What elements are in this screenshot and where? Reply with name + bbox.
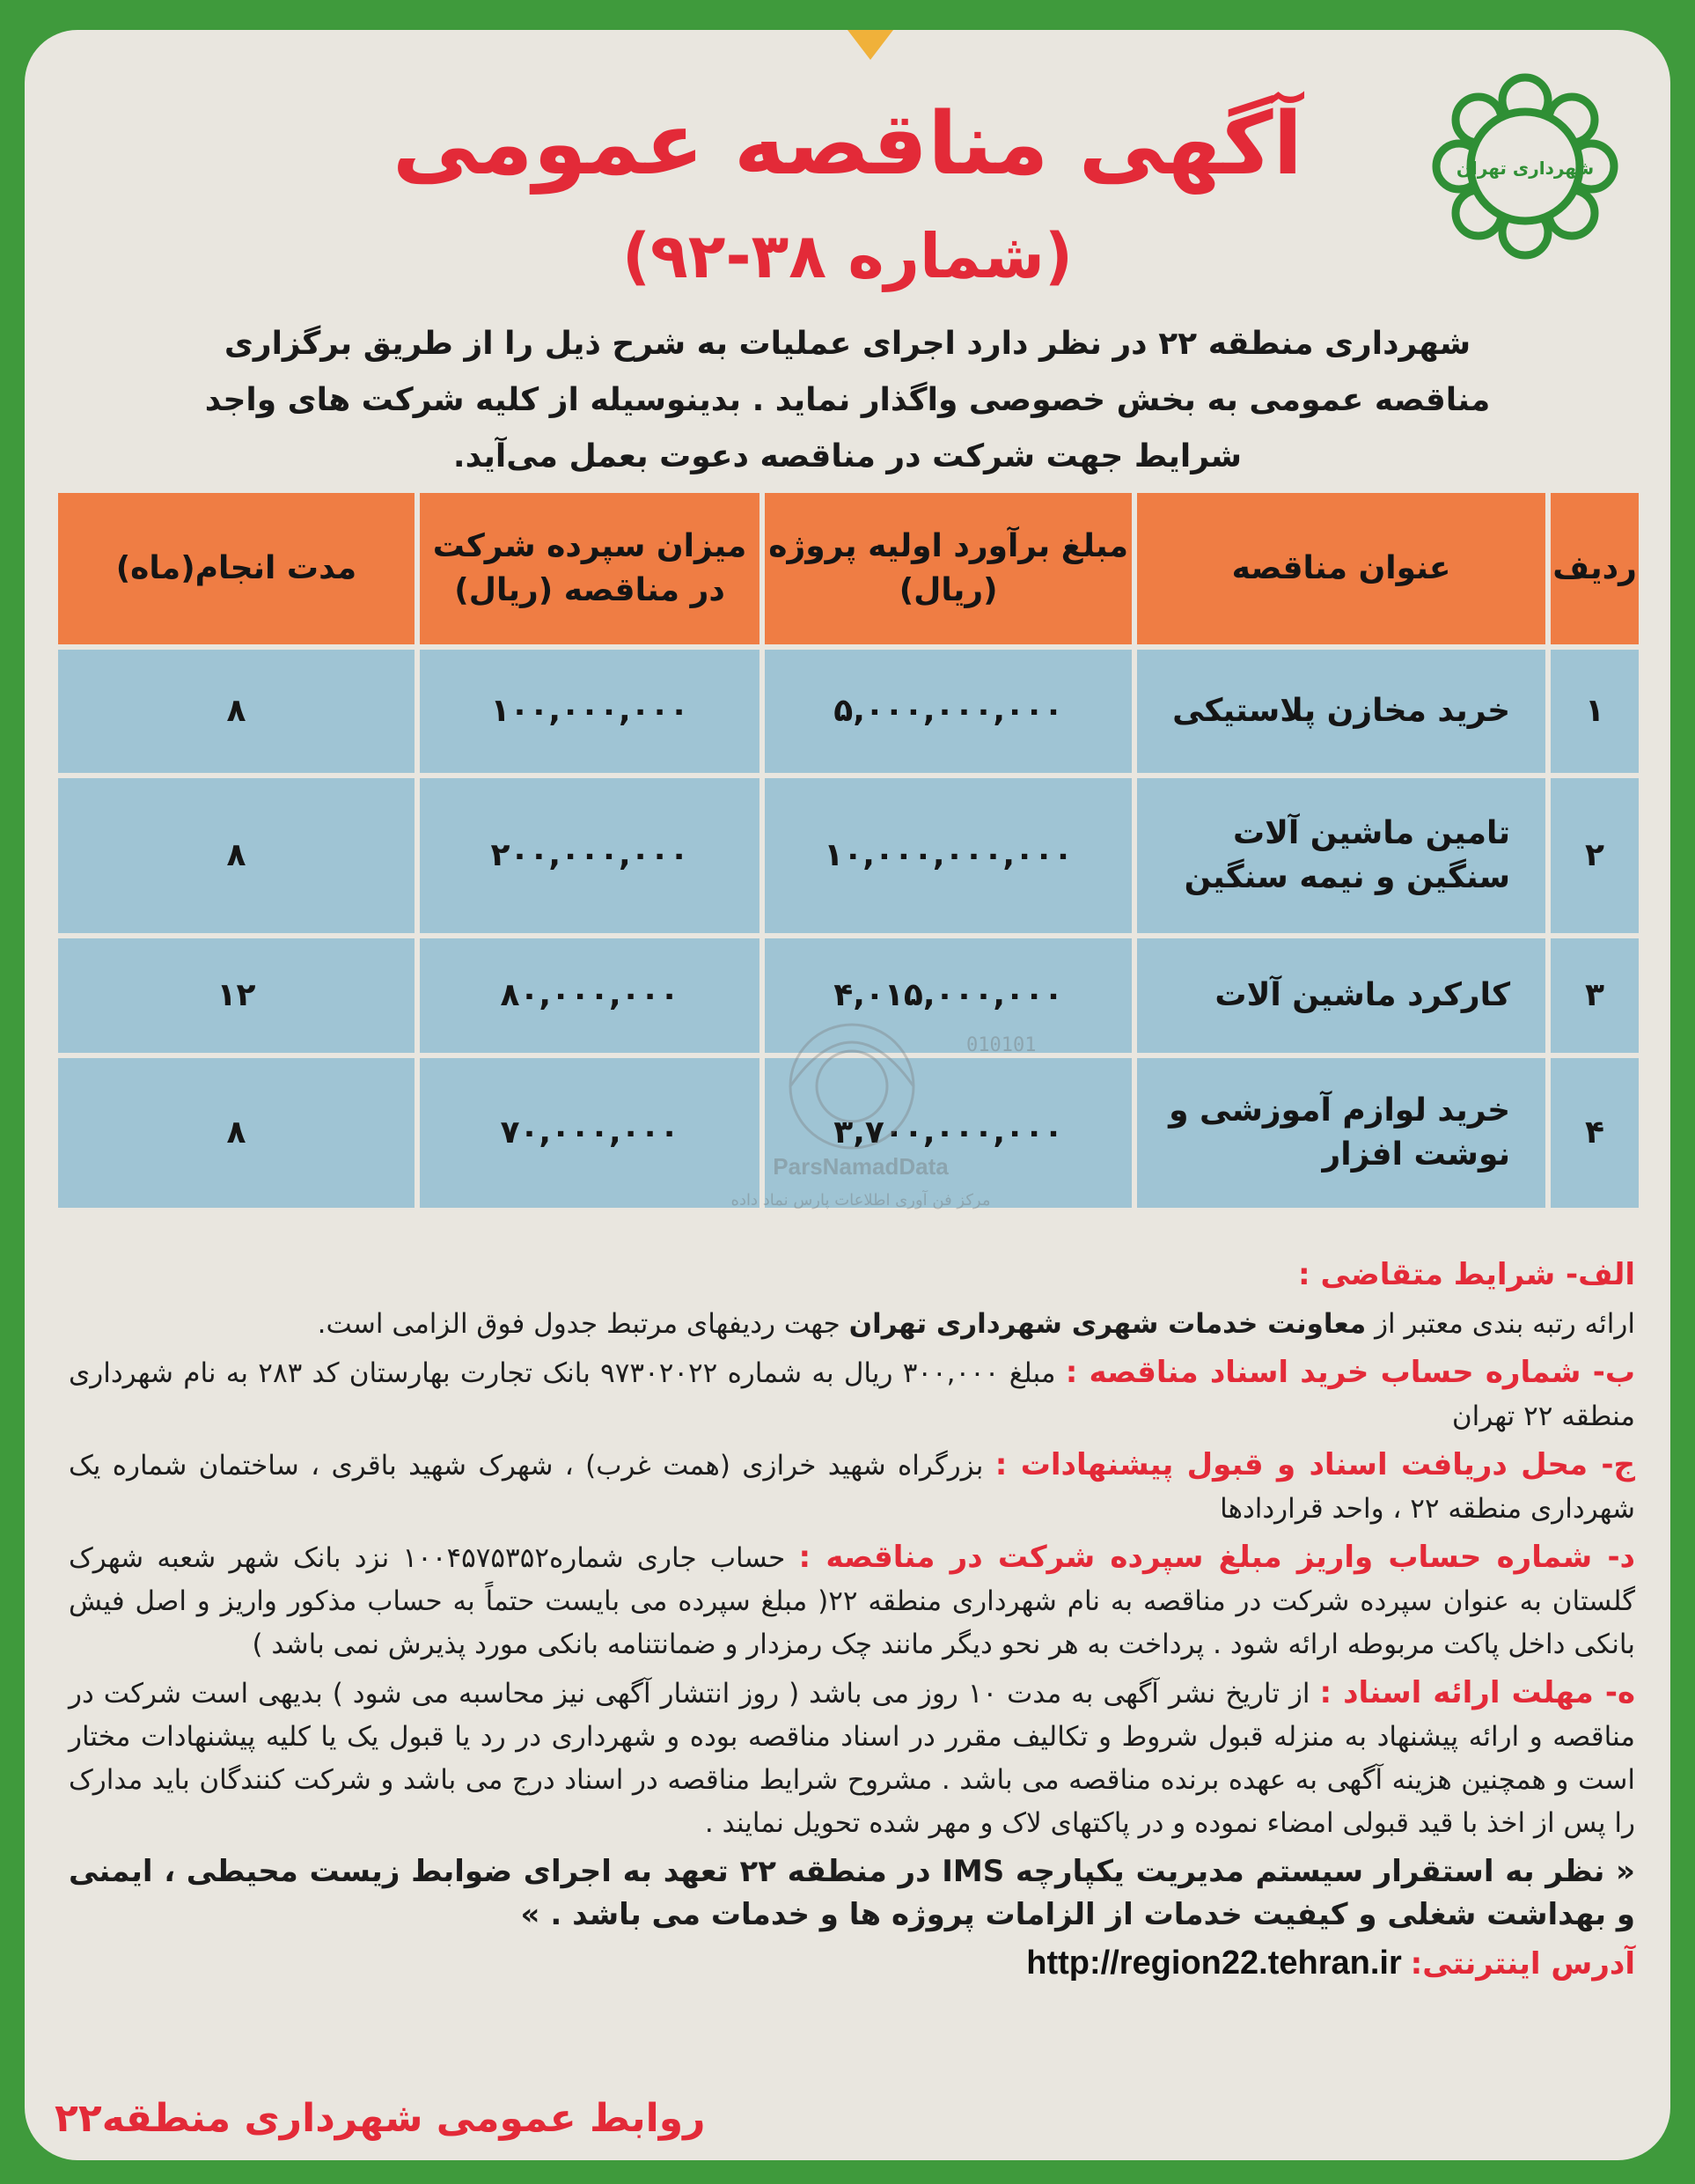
notice-number: (شماره ۳۸-۹۲): [621, 220, 1073, 292]
cell-title: خرید مخازن پلاستیکی: [1137, 650, 1545, 773]
intro-paragraph: [165, 316, 1530, 485]
public-relations-footer: روابط عمومی شهرداری منطقه۲۲: [55, 2096, 706, 2141]
cell-estimate: ۱۰,۰۰۰,۰۰۰,۰۰۰: [765, 778, 1132, 933]
conditions-section: [69, 1254, 1635, 1992]
header-deposit: میزان سپرده شرکت در مناقصه (ریال): [420, 493, 759, 644]
cell-deposit: ۱۰۰,۰۰۰,۰۰۰: [420, 650, 759, 773]
cell-deposit: ۸۰,۰۰۰,۰۰۰: [420, 938, 759, 1053]
table-row: [58, 650, 1639, 773]
header-row-number: ردیف: [1551, 493, 1639, 644]
table-row: [58, 778, 1639, 933]
intro-text: در نظر دارد اجرای عملیات به شرح ذیل را از طریق برگزاری مناقصه عمومی به بخش خصوصی واگذار نماید . بدینوسیله از کلیه شرکت های واجد شرایط جهت شرکت در مناقصه دعوت بعمل می‌آید.: [204, 326, 1491, 474]
web-address: [69, 1942, 1635, 1987]
cell-estimate: ۵,۰۰۰,۰۰۰,۰۰۰: [765, 650, 1132, 773]
watermark-brand: ParsNamadData: [773, 1153, 949, 1180]
cell-row-number: ۲: [1551, 778, 1639, 933]
notice-panel: [25, 30, 1670, 2160]
notice-title: آگهی مناقصه عمومی: [392, 94, 1303, 195]
header-title: عنوان مناقصه: [1137, 493, 1545, 644]
logo-text: شهرداری تهران: [1456, 158, 1595, 179]
web-address-label: آدرس اینترنتی:: [1410, 1946, 1635, 1982]
condition-a-heading: الف- شرایط متقاضی :: [1298, 1257, 1635, 1292]
cell-duration: ۸: [58, 1058, 415, 1208]
ims-quote: « نظر به استقرار سیستم مدیریت یکپارچه IMS در منطقه ۲۲ تعهد به اجرای ضوابط زیست محیطی ، ایمنی و بهداشت شغلی و کیفیت خدمات از الزامات پروژه ها و خدمات می باشد . »: [69, 1854, 1635, 1932]
condition-d: د- شماره حساب واریز مبلغ سپرده شرکت در مناقصه : حساب جاری شماره۱۰۰۴۵۷۵۳۵۲ نزد بانک شهر شعبه شهرک گلستان به عنوان سپرده شرکت در مناقصه به نام شهرداری منطقه ۲۲( مبلغ سپرده می بایست حتماً به حساب مذکور واریز و اصل فیش بانکی داخل پاکت مربوطه ارائه شود . پرداخت به هر نحو دیگر مانند چک رمزدار و ضمانتنامه بانکی مورد پذیرش نمی باشد ): [69, 1540, 1636, 1660]
cell-row-number: ۱: [1551, 650, 1639, 773]
parsnamad-watermark-icon: [676, 989, 1046, 1254]
watermark-digits: 010101: [966, 1034, 1037, 1056]
cell-row-number: ۴: [1551, 1058, 1639, 1208]
cell-duration: ۸: [58, 650, 415, 773]
condition-c: ج- محل دریافت اسناد و قبول پیشنهادات : بزرگراه شهید خرازی (همت غرب) ، شهرک شهید باقری ، ساختمان شماره یک شهرداری منطقه ۲۲ ، واحد قراردادها: [69, 1447, 1635, 1525]
table-header-row: [58, 493, 1639, 644]
cell-title: خرید لوازم آموزشی و نوشت افزار: [1137, 1058, 1545, 1208]
cell-deposit: ۲۰۰,۰۰۰,۰۰۰: [420, 778, 759, 933]
cell-estimate: ۴,۰۱۵,۰۰۰,۰۰۰: [765, 938, 1132, 1053]
intro-lead: شهرداری منطقه ۲۲: [1158, 326, 1471, 362]
header-duration: مدت انجام(ماه): [58, 493, 415, 644]
cell-duration: ۱۲: [58, 938, 415, 1053]
top-arrow-icon: [848, 30, 893, 60]
web-address-link[interactable]: http://region22.tehran.ir: [1026, 1945, 1402, 1982]
watermark-tagline: مرکز فن آوری اطلاعات پارس نماد داده: [730, 1191, 991, 1210]
cell-duration: ۸: [58, 778, 415, 933]
header-estimate: مبلغ برآورد اولیه پروژه (ریال): [765, 493, 1132, 644]
condition-b: ب- شماره حساب خرید اسناد مناقصه : مبلغ ۳۰۰,۰۰۰ ریال به شماره ۹۷۳۰۲۰۲۲ بانک تجارت بهارستان کد ۲۸۳ به نام شهرداری منطقه ۲۲ تهران: [69, 1355, 1635, 1432]
condition-e: ه- مهلت ارائه اسناد : از تاریخ نشر آگهی به مدت ۱۰ روز می باشد ( روز انتشار آگهی نیز محاسبه می شود ) بدیهی است شرکت در مناقصه و ارائه پیشنهاد به منزله قبول شروط و تکالیف مقرر در اسناد مناقصه بوده و شهرداری در رد یا قبول یک یا کلیه پیشنهادات مختار است و همچنین هزینه آگهی به عهده برنده مناقصه می باشد . مشروح شرایط مناقصه در اسناد درج می باشد و شرکت کنندگان باید مدارک را پس از اخذ با قید قبولی امضاء نموده و در پاکتهای لاک و مهر شده تحویل نمایند .: [69, 1675, 1636, 1839]
cell-title: تامین ماشین آلات سنگین و نیمه سنگین: [1137, 778, 1545, 933]
condition-a: ارائه رتبه بندی معتبر از معاونت خدمات شهری شهرداری تهران جهت ردیفهای مرتبط جدول فوق الزامی است.: [317, 1308, 1635, 1340]
cell-estimate: ۳,۷۰۰,۰۰۰,۰۰۰: [765, 1058, 1132, 1208]
cell-row-number: ۳: [1551, 938, 1639, 1053]
cell-deposit: ۷۰,۰۰۰,۰۰۰: [420, 1058, 759, 1208]
cell-title: کارکرد ماشین آلات: [1137, 938, 1545, 1053]
